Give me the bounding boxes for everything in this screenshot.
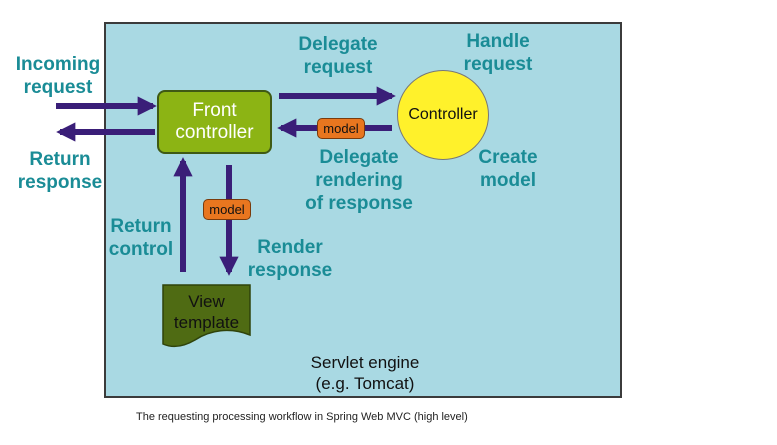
delegate-rendering-label: Delegate rendering of response: [305, 147, 413, 214]
delegate-request-label: Delegate request: [298, 34, 378, 78]
front-controller-box: Front controller: [157, 90, 272, 154]
create-model-label: Create model: [478, 147, 538, 191]
render-response-label: Render response: [247, 237, 333, 281]
servlet-engine-label: Servlet engine (e.g. Tomcat): [310, 353, 420, 393]
handle-request-label: Handle request: [463, 31, 533, 75]
figure-caption: The requesting processing workflow in Spring Web MVC (high level): [136, 411, 468, 423]
controller-circle: Controller: [397, 70, 489, 160]
view-template-label: View template: [173, 292, 240, 332]
model-badge-horizontal: model: [317, 118, 365, 139]
model-badge-vertical: model: [203, 199, 251, 220]
return-control-label: Return control: [108, 216, 174, 260]
incoming-request-label: Incoming request: [15, 54, 101, 98]
return-response-label: Return response: [17, 149, 103, 193]
